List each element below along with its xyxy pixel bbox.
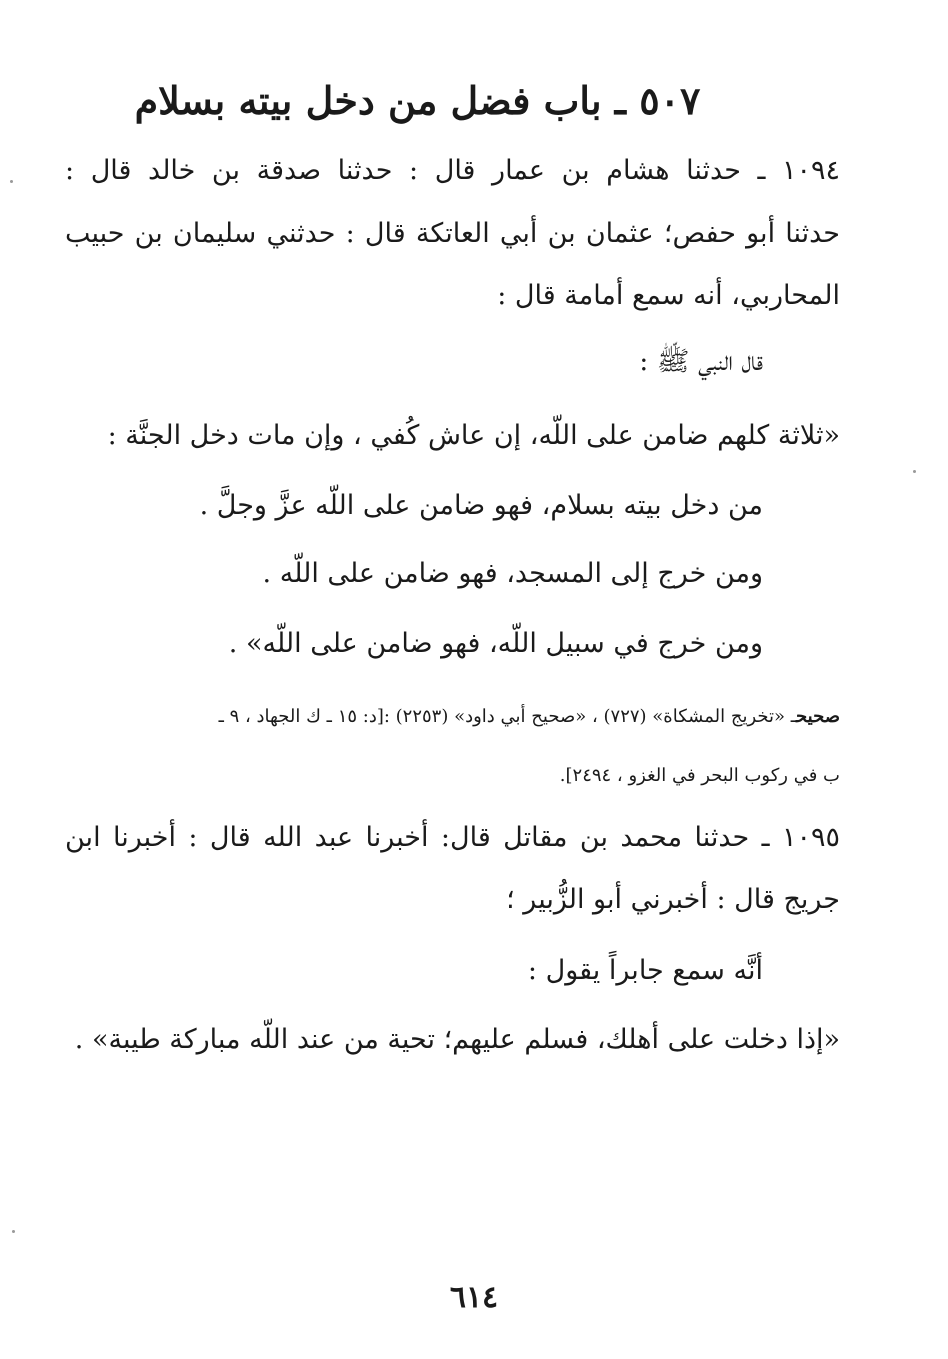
authentication-note-line-2: ب في ركوب البحر في الغزو ، ٢٤٩٤].: [559, 765, 840, 786]
hadith-1094-line-7: ومن خرج إلى المسجد، فهو ضامن على اللّه .: [262, 558, 763, 589]
authentication-note-text: ـ «تخريج المشكاة» (٧٢٧) ، «صحيح أبي داود» (٢٢٥٣) :[د: ١٥ ـ ك الجهاد ، ٩ ـ: [218, 706, 797, 727]
hadith-1094-line-8: ومن خرج في سبيل اللّه، فهو ضامن على اللّه» .: [228, 628, 763, 659]
hadith-1095-line-3: أنَّه سمع جابراً يقول :: [527, 955, 763, 986]
hadith-1094-line-4: قال النبي ﷺ :: [639, 346, 763, 377]
hadith-1094-line-3: المحاربي، أنه سمع أمامة قال :: [497, 280, 840, 311]
hadith-grade: صحيح: [796, 706, 840, 727]
hadith-1095-line-4: «إذا دخلت على أهلك، فسلم عليهم؛ تحية من عند اللّه مباركة طيبة» .: [74, 1024, 840, 1055]
hadith-1094-line-6: من دخل بيته بسلام، فهو ضامن على اللّه عزَّ وجلَّ .: [199, 490, 763, 521]
scan-speck: [913, 470, 916, 473]
scan-speck: [12, 1230, 15, 1233]
hadith-1095-line-2: جريج قال : أخبرني أبو الزُّبير ؛: [506, 884, 840, 915]
hadith-1094-line-1: ١٠٩٤ ـ حدثنا هشام بن عمار قال : حدثنا صدقة بن خالد قال :: [65, 155, 840, 186]
page-number: ٦١٤: [449, 1280, 499, 1315]
authentication-note-line-1: [219, 706, 840, 727]
hadith-1095-line-1: ١٠٩٥ ـ حدثنا محمد بن مقاتل قال: أخبرنا عبد الله قال : أخبرنا ابن: [65, 822, 840, 853]
scan-speck: [10, 180, 13, 183]
hadith-1094-line-2: حدثنا أبو حفص؛ عثمان بن أبي العاتكة قال : حدثني سليمان بن حبيب: [65, 218, 840, 249]
hadith-1094-line-5: «ثلاثة كلهم ضامن على اللّه، إن عاش كُفي ، وإن مات دخل الجنَّة :: [107, 420, 840, 451]
chapter-title: ٥٠٧ ـ باب فضل من دخل بيته بسلام: [134, 78, 701, 123]
